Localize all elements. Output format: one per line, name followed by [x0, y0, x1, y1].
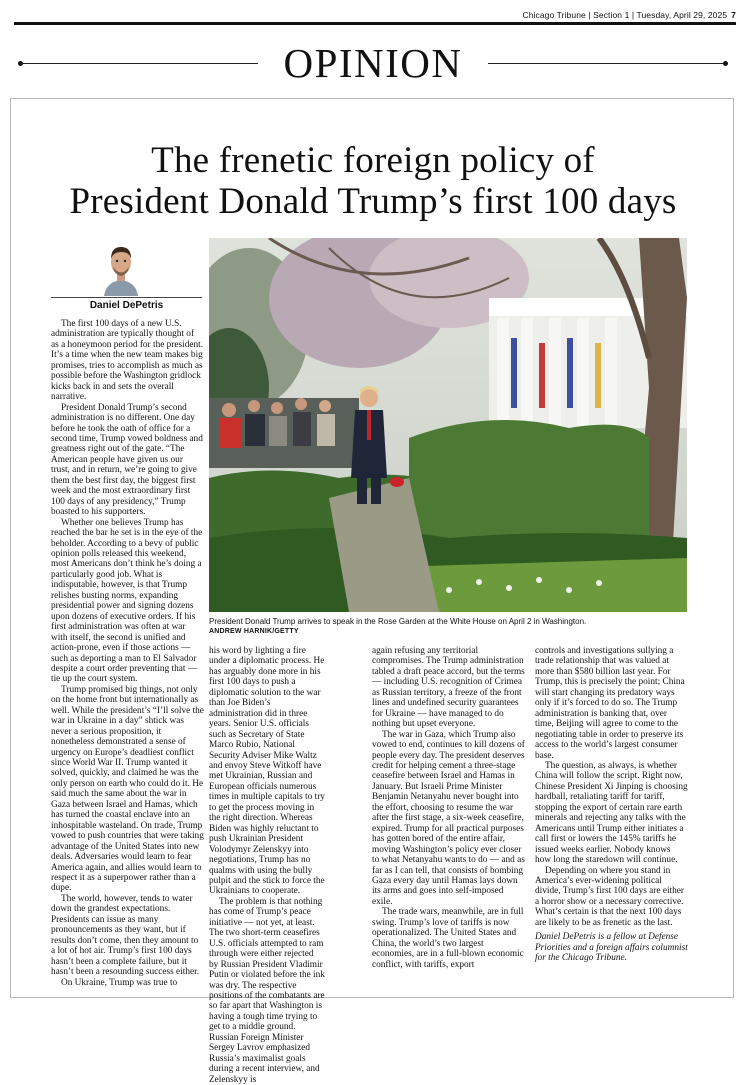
- paragraph: President Donald Trump’s second administration is no different. One day before he took the oath of office for a second time, Trump vowed boldness and greatness right out of the gate. “The American people have given us our trust, and in return, we’re going to give them the best first day, the biggest first week and the most extraordinary first 100 days of any presidency,” Trump boasted to his supporters.: [51, 402, 203, 518]
- headline: [30, 140, 716, 222]
- paragraph: The problem is that nothing has come of Trump’s peace initiative — not yet, at least. The two short-term ceasefires U.S. officials attempted to ram through were either rejected by Russian President Vladimir Putin or violated before the ink was dry. The respective positions of the combatants are so far apart that Washington is having a tough time trying to get to a middle ground. Russian Foreign Minister Sergey Lavrov emphasized Russia’s maximalist goals during a recent interview, and Zelenskyy is: [209, 896, 325, 1085]
- paragraph: The first 100 days of a new U.S. administration are typically thought of as a honeymoon period for the president. It’s a time when the new team makes big promises, tries to accomplish as much as possible before the Washington gridlock kicks back in and sets the overall narrative.: [51, 319, 204, 403]
- banner-dot-right: [723, 61, 728, 66]
- body-column-2: [209, 646, 325, 1085]
- paragraph: his word by lighting a fire under a diplomatic process. He has arguably done more in his first 100 days to push a diplomatic solution to the war than Joe Biden’s administration did in three years. Senior U.S. officials such as Secretary of State Marco Rubio, National Security Adviser Mike Waltz and envoy Steve Witkoff have met Ukrainian, Russian and European officials numerous times in multiple capitals to try to get the process moving in the right direction. Whereas Biden was highly reluctant to push Ukrainian President Volodymyr Zelenskyy into negotiations, Trump has no qualms with using the bully pulpit and the stick to force the Ukrainians to cooperate.: [209, 646, 325, 897]
- top-rule: [14, 22, 736, 25]
- author-headshot: [102, 238, 140, 296]
- body-column-3: [372, 646, 525, 970]
- page-number: 7: [731, 10, 736, 20]
- body-column-1: [51, 319, 204, 988]
- body-column-4: [535, 646, 688, 964]
- paragraph: The trade wars, meanwhile, are in full swing. Trump’s love of tariffs is now operationalized. The United States and China, the world’s two largest economies, are in a full-blown economic conflict, with tariffs, export: [372, 907, 524, 970]
- paragraph: controls and investigations sullying a trade relationship that was valued at more than $580 billion last year. For Trump, this is precisely the point; China will start changing its predatory ways only if it’s forced to do so. The Trump administration is banking that, over time, Beijing will agree to come to the negotiating table in order to preserve its access to the world’s largest consumer base.: [535, 646, 685, 761]
- photo-caption: President Donald Trump arrives to speak in the Rose Garden at the White House on April 2 in Washington.: [209, 617, 587, 626]
- author-rule: [51, 297, 202, 298]
- paragraph: Whether one believes Trump has reached the bar he set is in the eye of the beholder. According to a bevy of public opinion polls released this weekend, most Americans don’t think he’s doing a particularly good job. What is indisputable, however, is that Trump relishes busting norms, expanding presidential power and signing dozens upon dozens of executive orders. If his first administration was often at war with itself, the second is unified and action-prone, even if those actions — such as deporting a man to El Salvador despite a court order preventing that — tie up the court system.: [51, 517, 203, 685]
- banner-rule-right: [488, 63, 726, 64]
- section-title: OPINION: [283, 40, 463, 86]
- masthead: [14, 10, 736, 20]
- banner-rule-left: [20, 63, 258, 64]
- headline-line-1: The frenetic foreign policy of: [151, 140, 595, 181]
- masthead-info: Chicago Tribune | Section 1 | Tuesday, April 29, 2025: [522, 10, 728, 20]
- paragraph: Trump promised big things, not only on the home front but internationally as well. While the president’s “I’ll solve the war in Ukraine in a day” shtick was never a serious proposition, it nonetheless demonstrated a sense of urgency on Europe’s deadliest conflict since World War II. Trump wanted it solved, quickly, and claimed he was the only person on earth who could do it. He said much the same about the war in Gaza between Israel and Hamas, which has turned the coastal enclave into an inhospitable wasteland. On trade, Trump vowed to push countries that were taking advantage of the United States into new deals. Adversaries would learn to fear America again, and allies would learn to respect it as a superpower rather than a dupe.: [51, 684, 204, 894]
- paragraph: again refusing any territorial compromises. The Trump administration tabled a draft peace accord, but the terms — including U.S. recognition of Crimea as Russian territory, a freeze of the front lines and undefined security guarantees for Ukraine — have managed to do nothing but upset everyone.: [372, 646, 525, 730]
- paragraph: The war in Gaza, which Trump also vowed to end, continues to kill dozens of people every day. The president deserves credit for helping cement a three-stage ceasefire between Israel and Hamas in January. But Israeli Prime Minister Benjamin Netanyahu never bought into the effort, choosing to resume the war after the first stage, a six-week ceasefire, expired. Trump for all practical purposes has gotten bored of the entire affair, moving Washington’s policy ever closer to what Netanyahu wants to do — and as far as I can tell, that consists of bombing Gaza every day until Hamas lays down its arms and goes into self-imposed exile.: [372, 729, 525, 907]
- paragraph: Depending on where you stand in America’s ever-widening political divide, Trump’s first 100 days are either a horror show or a necessary corrective. What’s certain is that the next 100 days are likely to be as frenetic as the last.: [535, 865, 684, 928]
- paragraph: The world, however, tends to water down the grandest expectations. Presidents can issue as many pronouncements as they want, but if results don’t come, then they amount to a lot of hot air. Trump’s first 100 days hasn’t been a complete failure, but it hasn’t been a resounding success either.: [51, 893, 200, 978]
- author-name: Daniel DePetris: [89, 300, 164, 311]
- headline-line-2: President Donald Trump’s first 100 days: [69, 181, 677, 222]
- paragraph: The question, as always, is whether China will follow the script. Right now, Chinese President Xi Jinping is choosing hardball, retaliating tariff for tariff, stopping the export of certain rare earth minerals and rejecting any talks with the Americans until Trump either initiates a call first or lowers the 145% tariffs he issued weeks earlier. Nobody knows how long the staredown will continue.: [535, 760, 688, 866]
- rose-garden-photo: [209, 238, 687, 612]
- photo-credit: ANDREW HARNIK/GETTY: [209, 628, 299, 635]
- paragraph: On Ukraine, Trump was true to: [61, 977, 178, 988]
- author-bio: Daniel DePetris is a fellow at Defense Priorities and a foreign affairs columnist for the Chicago Tribune.: [535, 932, 688, 964]
